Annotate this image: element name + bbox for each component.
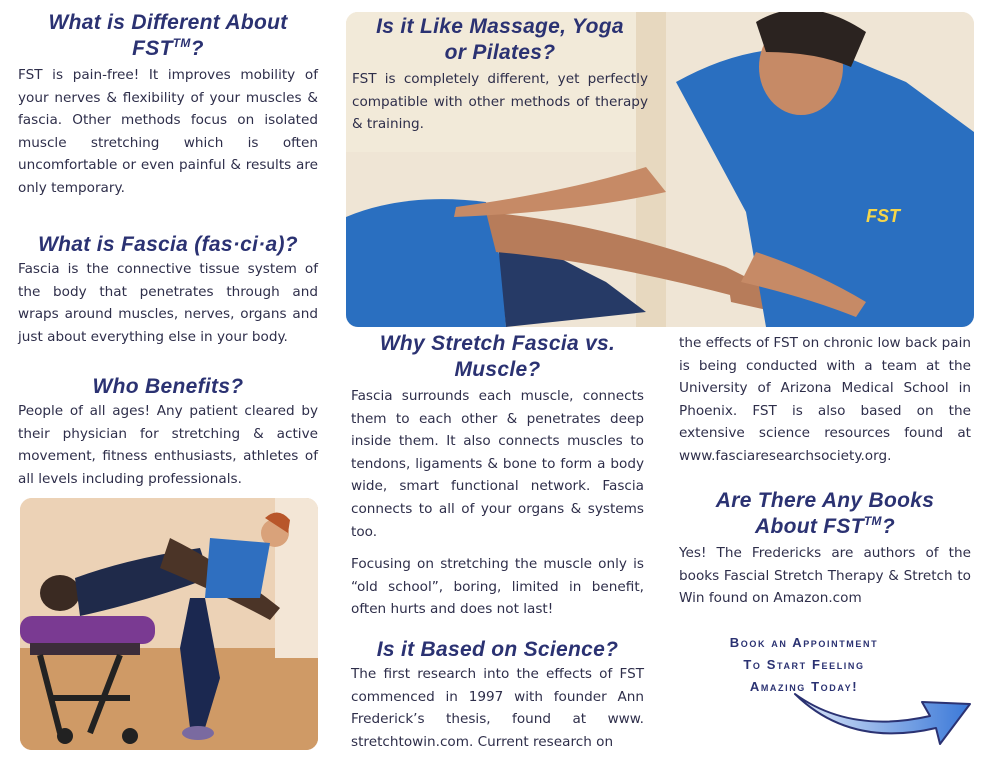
left-column bbox=[18, 10, 318, 200]
heading-what-is-fascia: What is Fascia (fas·ci·a)? bbox=[38, 233, 298, 256]
right-column bbox=[679, 332, 971, 468]
left-column-fascia bbox=[18, 232, 318, 348]
heading-based-on-science: Is it Based on Science? bbox=[376, 638, 619, 661]
photo-overlay-text bbox=[352, 14, 648, 136]
paragraph-based-on-science: The first research into the effects of FST commenced in 1997 with founder Ann Frederick’s thesis, found at www. stretchtowin.com. Current research on bbox=[351, 666, 644, 750]
paragraph-what-is-different: FST is pain-free! It improves mobility of your nerves & flexibility of your muscles & fascia. Other methods focus on isolated muscle stretching which is often uncomfortable or even painful & results are only temporary. bbox=[18, 67, 318, 196]
paragraph-books: Yes! The Fredericks are authors of the books Fascial Stretch Therapy & Stretch to Win found on Amazon.com bbox=[679, 545, 971, 607]
heading-what-is-different: What is Different About FST™? bbox=[48, 11, 288, 60]
paragraph-why-stretch-fascia-1: Fascia surrounds each muscle, connects them to each other & penetrates deep inside them. It also connects muscles to tendons, ligaments & bone to form a body wide, smart functional network. Fascia connects to all of your organs & systems too. bbox=[351, 388, 644, 540]
middle-column bbox=[351, 331, 644, 621]
svg-text:FST: FST bbox=[866, 206, 900, 226]
right-column-books bbox=[679, 488, 971, 610]
photo-arm-stretch bbox=[346, 12, 974, 327]
cta-line-1: Book an Appointment bbox=[729, 635, 879, 650]
photo-table-stretch bbox=[20, 498, 318, 750]
middle-column-science bbox=[351, 637, 644, 753]
paragraph-like-massage: FST is completely different, yet perfectly compatible with other methods of therapy & training. bbox=[352, 71, 648, 133]
paragraph-who-benefits: People of all ages! Any patient cleared by their physician for stretching & active movement, fitness enthusiasts, athletes of all levels including professionals. bbox=[18, 403, 318, 487]
paragraph-why-stretch-fascia-2: Focusing on stretching the muscle only is “old school”, boring, limited in benefit, often hurts and does not last! bbox=[351, 556, 644, 618]
heading-who-benefits: Who Benefits? bbox=[92, 375, 244, 398]
paragraph-science-continued: the effects of FST on chronic low back pain is being conducted with a team at the University of Arizona Medical School in Phoenix. FST is also based on the extensive science resources found at www.fasciaresearchsociety.org. bbox=[679, 335, 971, 464]
arrow-right-icon bbox=[790, 686, 975, 756]
photo-illustration bbox=[20, 498, 318, 750]
cta-line-2: To Start Feeling bbox=[743, 657, 865, 672]
left-column-who-benefits bbox=[18, 374, 318, 490]
cta-line-3: Amazing Today! bbox=[749, 679, 859, 694]
heading-why-stretch-fascia: Why Stretch Fascia vs. Muscle? bbox=[379, 332, 616, 381]
heading-like-massage: Is it Like Massage, Yoga or Pilates? bbox=[376, 15, 624, 64]
paragraph-what-is-fascia: Fascia is the connective tissue system of the body that penetrates through and wraps around muscles, nerves, organs and just about everything else in your body. bbox=[18, 261, 318, 345]
heading-books: Are There Any Books About FST™? bbox=[715, 489, 935, 538]
